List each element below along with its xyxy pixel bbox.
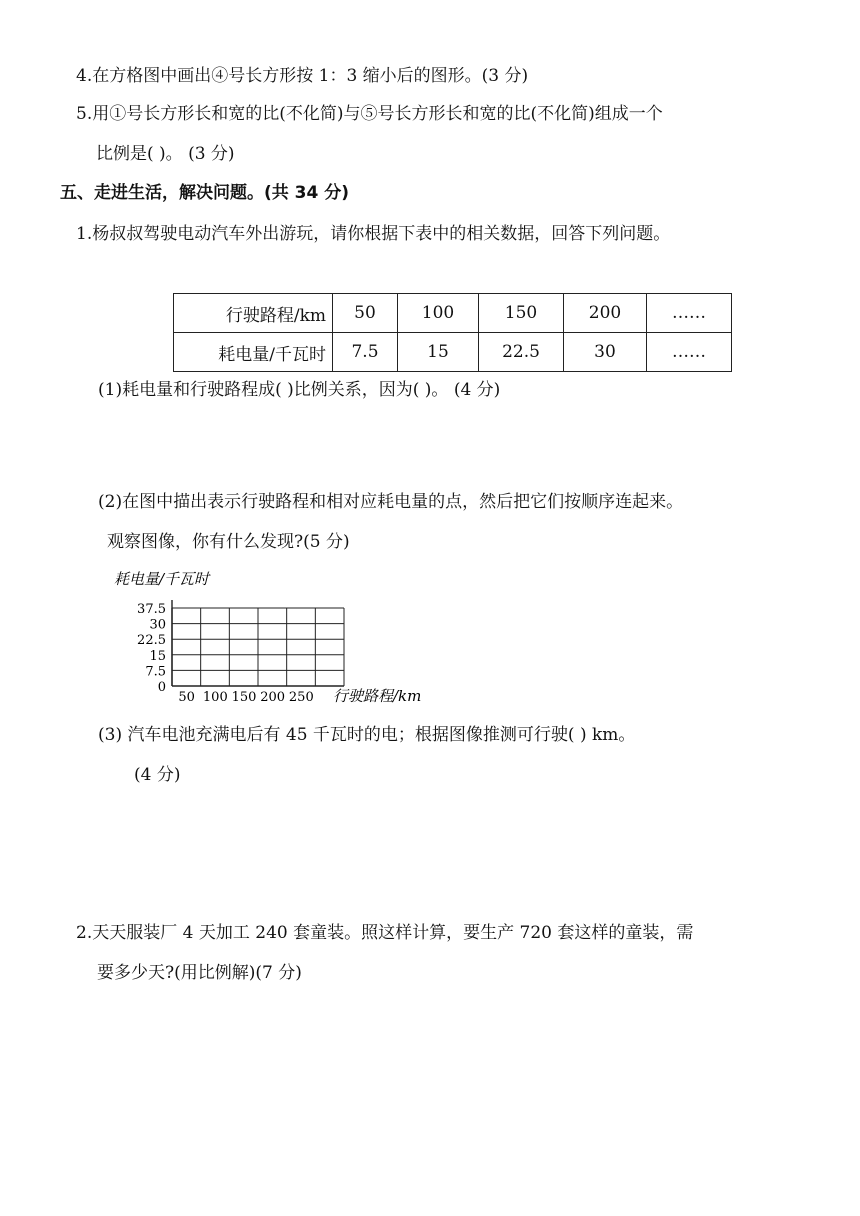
x-tick-label: 150 [231,690,257,705]
grid-chart [100,562,460,712]
y-tick-label: 22.5 [137,633,166,649]
table-cell: …… [647,333,732,372]
section-5-title: 五、走进生活，解决问题。(共 34 分) [60,183,350,203]
problem-2-line1: 2.天天服装厂 4 天加工 240 套童装。照这样计算，要生产 720 套这样的童装，需 [76,923,694,943]
y-tick-label: 37.5 [137,602,166,617]
data-table [173,293,732,372]
table-cell: 22.5 [479,333,564,372]
y-tick-label: 30 [149,617,166,633]
problem-1-question-3-line2: (4 分) [134,765,181,785]
table-row [174,333,732,372]
table-cell: 100 [398,294,479,333]
problem-1-question-2-line2: 观察图像，你有什么发现?(5 分) [107,532,350,552]
table-cell: 30 [564,333,647,372]
table-cell: 50 [333,294,398,333]
table-cell: 7.5 [333,333,398,372]
question-5-line1: 5.用①号长方形长和宽的比(不化简)与⑤号长方形长和宽的比(不化简)组成一个 [76,104,663,124]
table-header-cell: 行驶路程/km [174,294,333,333]
problem-2-line2: 要多少天?(用比例解)(7 分) [97,963,302,983]
y-tick-label: 0 [157,680,166,695]
problem-1-question-1: (1)耗电量和行驶路程成( )比例关系，因为( )。 (4 分) [98,380,501,400]
x-tick-label: 200 [260,690,286,705]
y-axis-label: 耗电量/千瓦时 [114,570,210,588]
x-tick-label: 250 [288,690,314,705]
table-row [174,294,732,333]
x-tick-label: 50 [178,690,195,705]
table-cell: …… [647,294,732,333]
table-cell: 150 [479,294,564,333]
x-tick-labels [178,690,313,705]
table-cell: 15 [398,333,479,372]
problem-1-question-3-line1: (3) 汽车电池充满电后有 45 千瓦时的电；根据图像推测可行驶( ) km。 [98,725,636,745]
chart-grid [172,600,344,686]
table-cell: 200 [564,294,647,333]
y-tick-label: 7.5 [145,664,166,680]
x-axis-label: 行驶路程/km [333,687,422,705]
problem-1-question-2-line1: (2)在图中描出表示行驶路程和相对应耗电量的点，然后把它们按顺序连起来。 [98,492,684,512]
y-tick-label: 15 [149,648,166,664]
table-header-cell: 耗电量/千瓦时 [174,333,333,372]
y-tick-labels [137,602,166,695]
question-5-line2: 比例是( )。 (3 分) [96,144,235,164]
x-tick-label: 100 [202,690,228,705]
problem-1-intro: 1.杨叔叔驾驶电动汽车外出游玩，请你根据下表中的相关数据，回答下列问题。 [76,224,671,244]
question-4: 4.在方格图中画出④号长方形按 1：3 缩小后的图形。(3 分) [76,66,529,86]
